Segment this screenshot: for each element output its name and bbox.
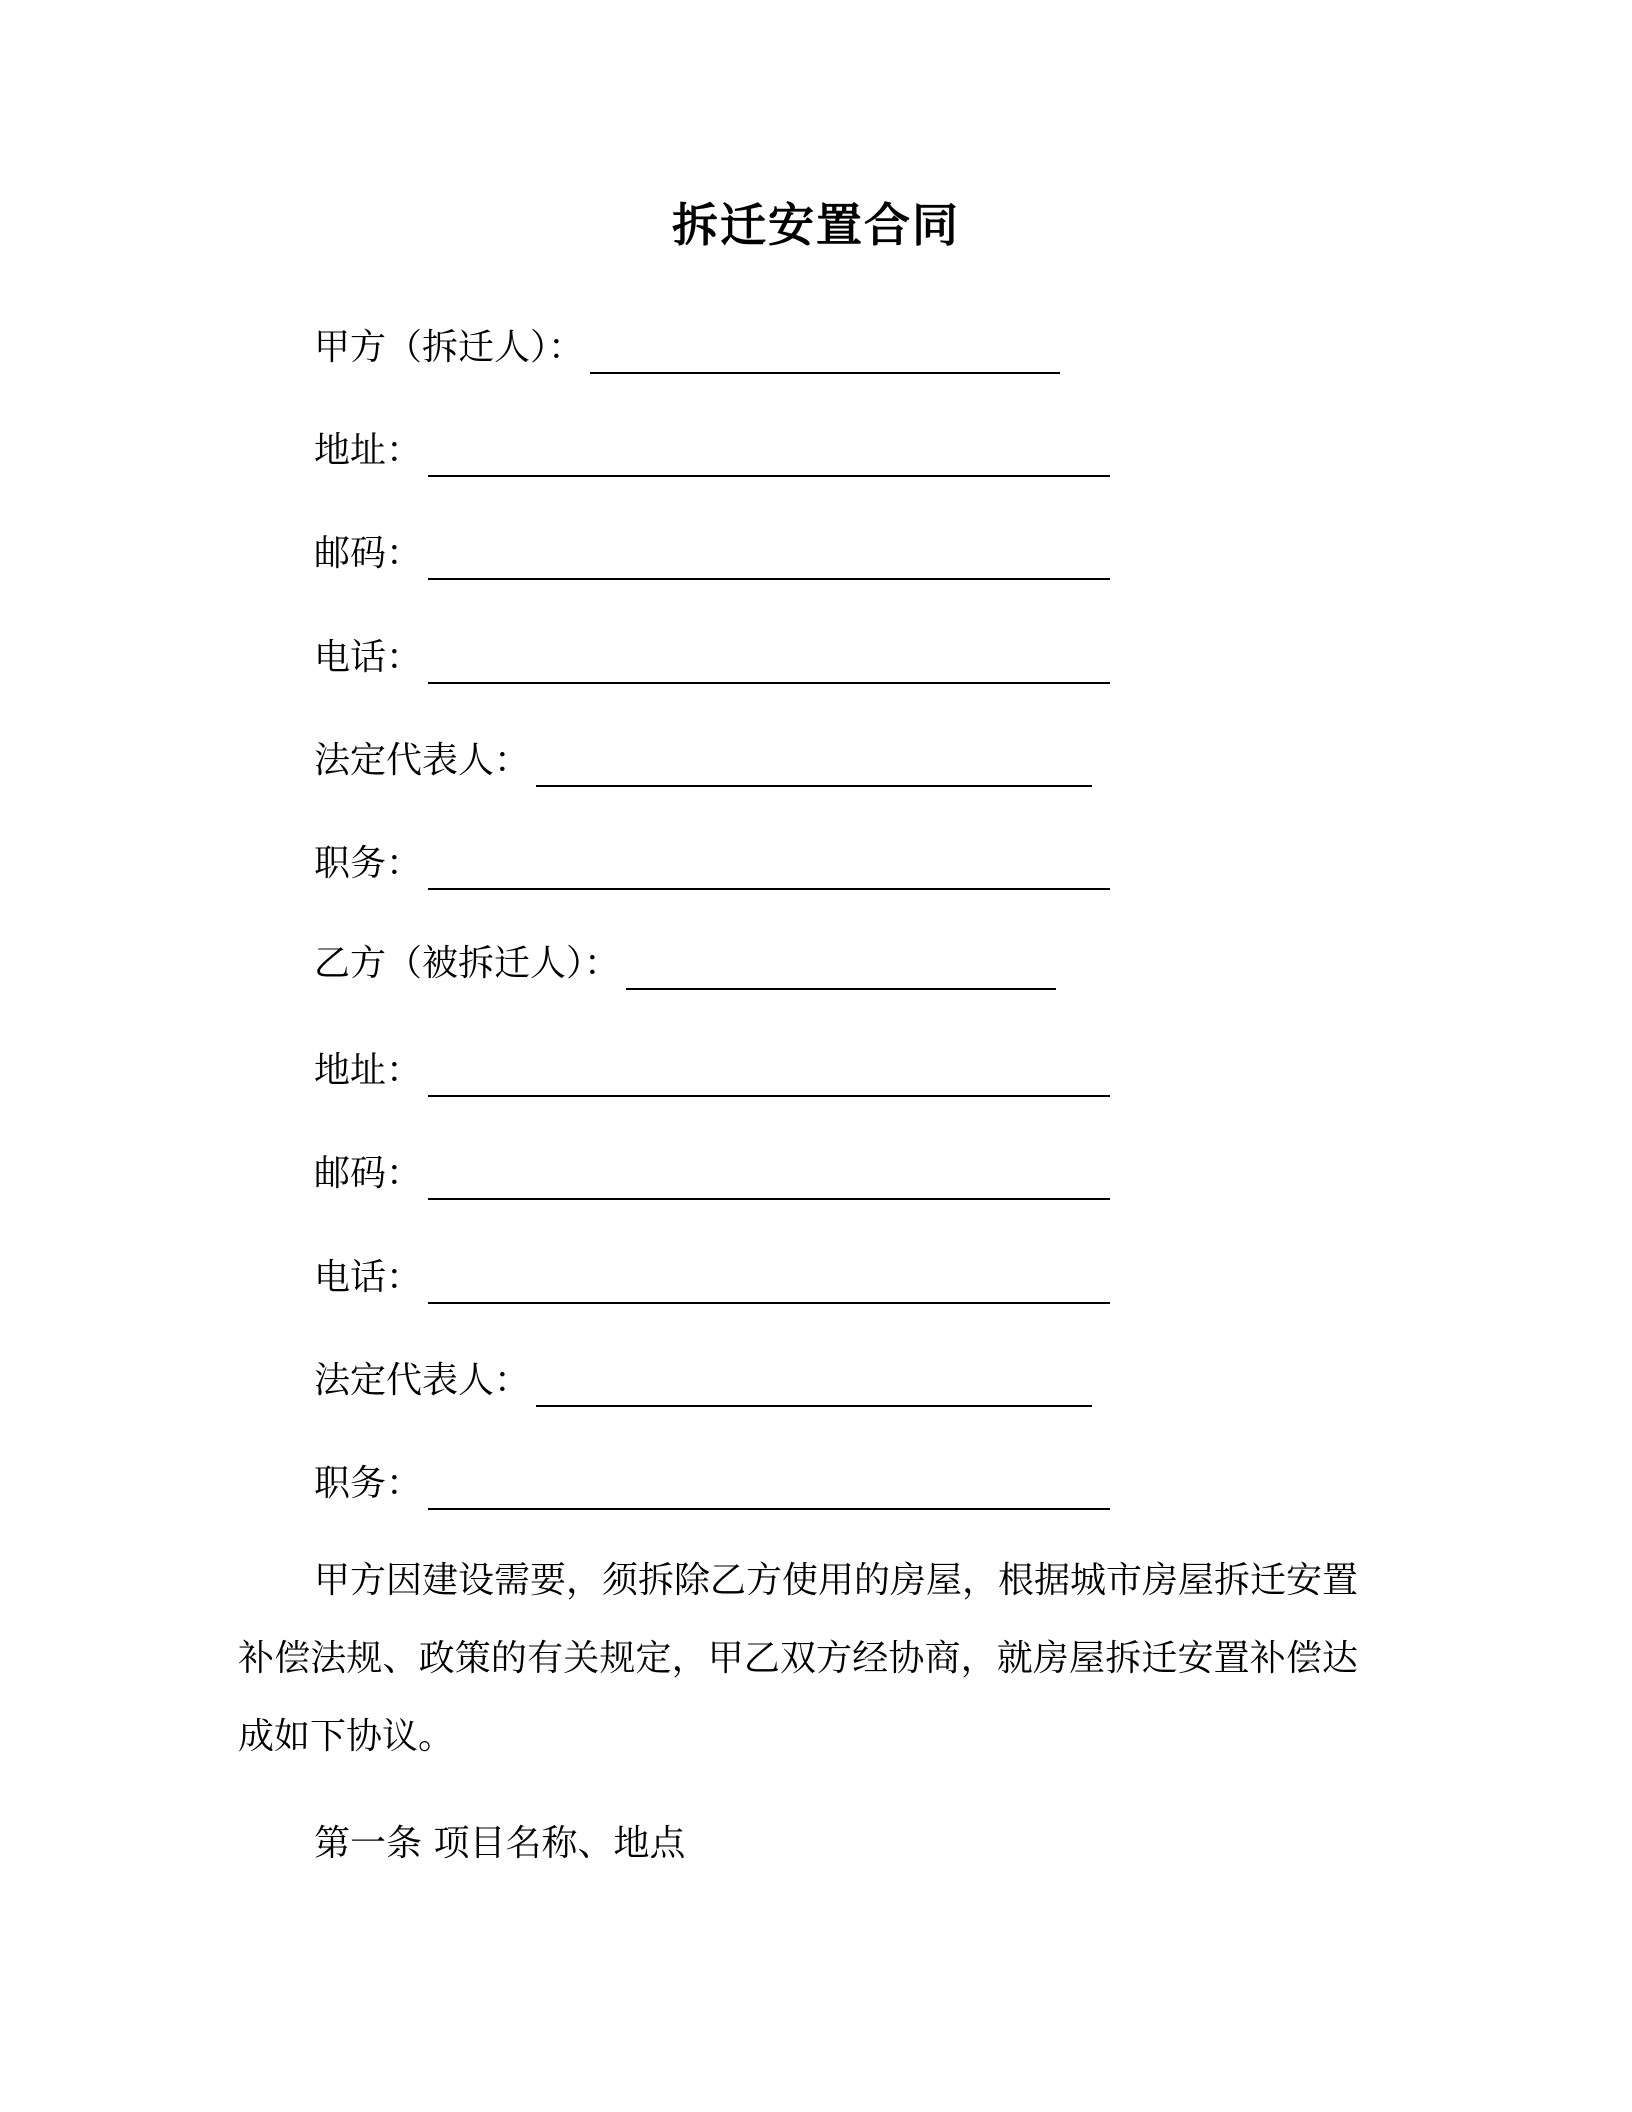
party-a-address-field — [314, 425, 1110, 477]
party-b-phone-blank[interactable] — [428, 1262, 1110, 1304]
party-b-address-field — [314, 1045, 1110, 1097]
party-b-address-label: 地址： — [314, 1050, 423, 1091]
party-a-position-label: 职务： — [314, 843, 423, 884]
party-b-address-blank[interactable] — [428, 1055, 1110, 1097]
party-b-position-field — [314, 1458, 1110, 1510]
party-b-field — [314, 938, 1056, 990]
party-a-position-field — [314, 838, 1110, 890]
party-a-address-label: 地址： — [314, 430, 423, 471]
party-a-postcode-label: 邮码： — [314, 533, 423, 574]
party-a-legal-rep-field — [314, 735, 1092, 787]
party-a-phone-label: 电话： — [314, 637, 423, 678]
party-b-postcode-blank[interactable] — [428, 1158, 1110, 1200]
party-a-legal-rep-label: 法定代表人： — [314, 740, 531, 781]
article-1-heading: 第一条 项目名称、地点 — [314, 1823, 686, 1864]
document-title: 拆迁安置合同 — [672, 198, 960, 252]
party-b-postcode-label: 邮码： — [314, 1153, 423, 1194]
party-a-blank[interactable] — [590, 332, 1060, 374]
party-b-legal-rep-blank[interactable] — [536, 1365, 1092, 1407]
party-a-legal-rep-blank[interactable] — [536, 745, 1092, 787]
party-b-postcode-field — [314, 1148, 1110, 1200]
party-a-phone-blank[interactable] — [428, 642, 1110, 684]
party-a-field — [314, 322, 1060, 374]
party-a-label: 甲方（拆迁人）： — [314, 327, 585, 368]
party-b-blank[interactable] — [626, 948, 1056, 990]
party-a-phone-field — [314, 632, 1110, 684]
party-b-position-blank[interactable] — [428, 1468, 1110, 1510]
party-b-legal-rep-field — [314, 1355, 1092, 1407]
party-b-phone-label: 电话： — [314, 1257, 423, 1298]
preamble-paragraph: 甲方因建设需要，须拆除乙方使用的房屋，根据城市房屋拆迁安置补偿法规、政策的有关规定，甲乙双方经协商，就房屋拆迁安置补偿达成如下协议。 — [238, 1560, 1359, 1757]
party-b-label: 乙方（被拆迁人）： — [314, 943, 621, 984]
party-b-position-label: 职务： — [314, 1463, 423, 1504]
party-a-position-blank[interactable] — [428, 848, 1110, 890]
party-a-address-blank[interactable] — [428, 435, 1110, 477]
party-a-postcode-blank[interactable] — [428, 538, 1110, 580]
party-a-postcode-field — [314, 528, 1110, 580]
party-b-phone-field — [314, 1252, 1110, 1304]
party-b-legal-rep-label: 法定代表人： — [314, 1360, 531, 1401]
